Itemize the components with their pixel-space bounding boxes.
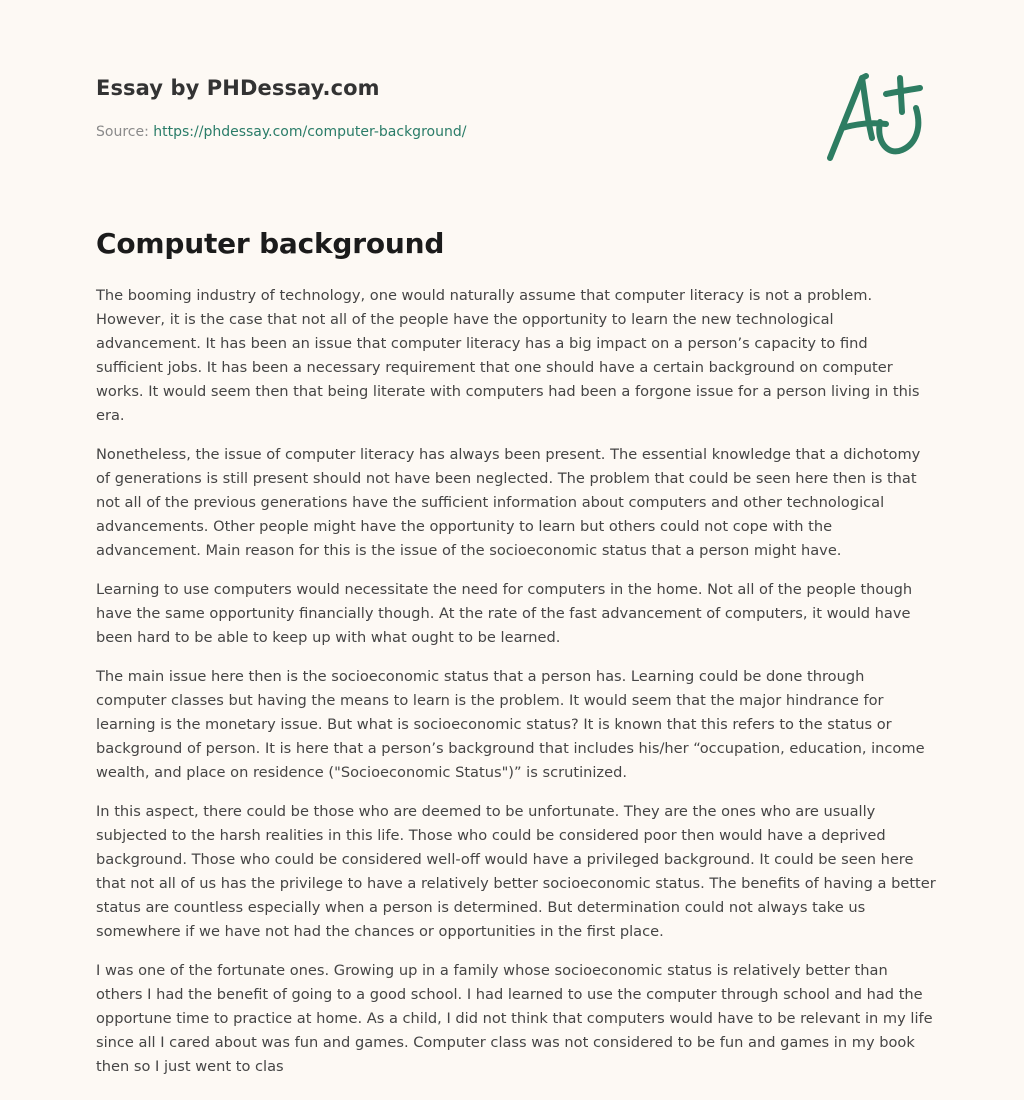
source-line [96, 124, 466, 140]
a-plus-grade-icon [822, 66, 932, 166]
paragraph: Nonetheless, the issue of computer literacy has always been present. The essential knowledge that a dichotomy of generations is still present should not have been neglected. The problem that could be seen here then is that not all of the previous generations have the sufficient information about computers and other technological advancements. Other people might have the opportunity to learn but others could not cope with the advancement. Main reason for this is the issue of the socioeconomic status that a person might have. [96, 446, 921, 559]
essay-body [96, 284, 936, 1094]
paragraph: The booming industry of technology, one would naturally assume that computer literacy is not a problem. However, it is the case that not all of the people have the opportunity to learn the new technological advancement. It has been an issue that computer literacy has a big impact on a person’s capacity to find sufficient jobs. It has been a necessary requirement that one should have a certain background on computer works. It would seem then that being literate with computers had been a forgone issue for a person living in this era. [96, 287, 920, 424]
paragraph: I was one of the fortunate ones. Growing up in a family whose socioeconomic status is relatively better than others I had the benefit of going to a good school. I had learned to use the computer through school and had the opportune time to practice at home. As a child, I did not think that computers would have to be relevant in my life since all I cared about was fun and games. Computer class was not considered to be fun and games in my book then so I just went to clas [96, 962, 933, 1075]
paragraph: In this aspect, there could be those who are deemed to be unfortunate. They are the ones who are usually subjected to the harsh realities in this life. Those who could be considered poor then would have a deprived background. Those who could be considered well-off would have a privileged background. It could be seen here that not all of us has the privilege to have a relatively better socioeconomic status. The benefits of having a better status are countless especially when a person is determined. But determination could not always take us somewhere if we have not had the chances or opportunities in the first place. [96, 803, 936, 940]
document-title: Computer background [96, 227, 445, 260]
paragraph: Learning to use computers would necessitate the need for computers in the home. Not all of the people though have the same opportunity financially though. At the rate of the fast advancement of computers, it would have been hard to be able to keep up with what ought to be learned. [96, 581, 913, 646]
source-link[interactable]: https://phdessay.com/computer-background/ [153, 124, 467, 140]
site-title: Essay by PHDessay.com [96, 76, 380, 100]
source-label: Source: [96, 124, 149, 140]
paragraph: The main issue here then is the socioeconomic status that a person has. Learning could be done through computer classes but having the means to learn is the problem. It would seem that the major hindrance for learning is the monetary issue. But what is socioeconomic status? It is known that this refers to the status or background of person. It is here that a person’s background that includes his/her “occupation, education, income wealth, and place on residence ("Socioeconomic Status")” is scrutinized. [96, 668, 925, 781]
